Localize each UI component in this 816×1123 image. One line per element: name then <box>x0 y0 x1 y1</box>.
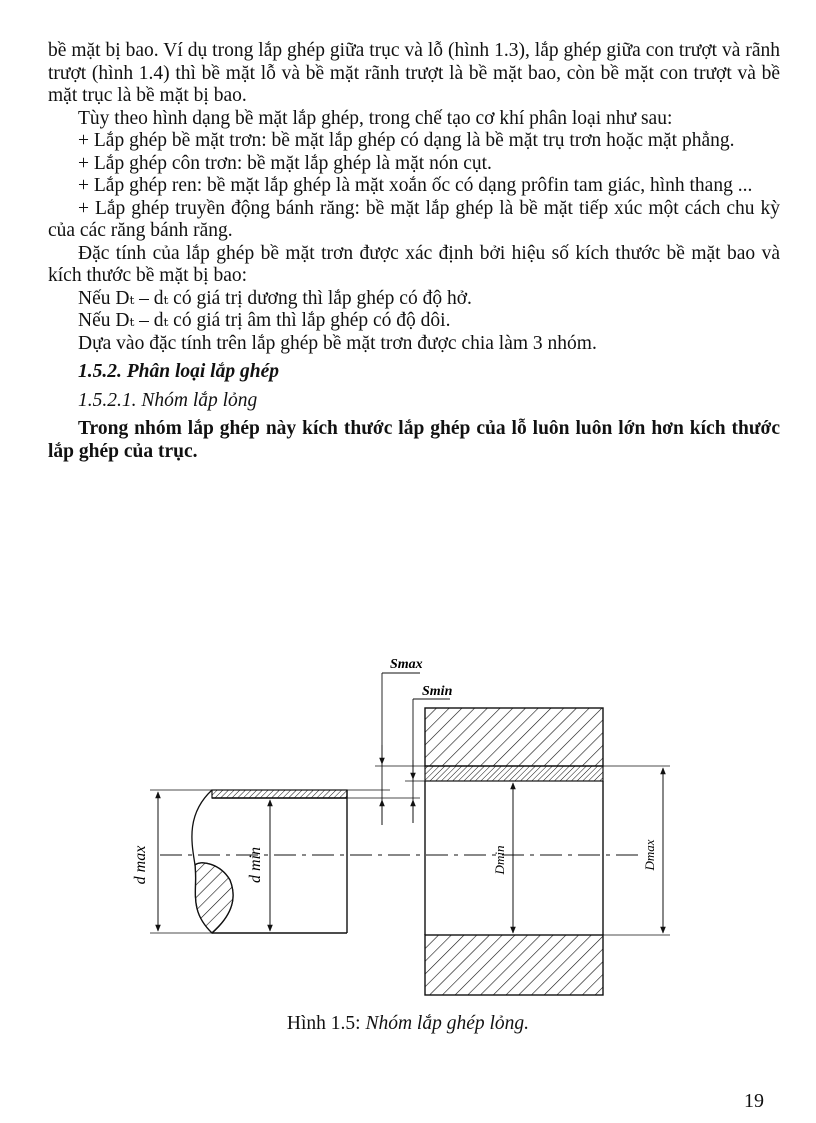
figure-caption <box>0 1013 816 1035</box>
paragraph-6: + Lắp ghép truyền động bánh răng: bề mặt lắp ghép là bề mặt tiếp xúc một cách chu kỳ của các răng bánh răng. <box>48 197 780 241</box>
paragraph-9: Nếu Dₜ – dₜ có giá trị âm thì lắp ghép có độ dôi. <box>78 310 451 331</box>
section-heading: 1.5.2. Phân loại lắp ghép <box>78 361 279 382</box>
Dmax-label: Dmax <box>642 839 657 871</box>
body-text <box>48 40 780 463</box>
smax-label: Smax <box>390 657 423 672</box>
dmax-label: d max <box>132 845 149 885</box>
Dmin-label: Dmin <box>492 845 507 875</box>
smin-label: Smin <box>422 684 453 699</box>
paragraph-3: + Lắp ghép bề mặt trơn: bề mặt lắp ghép có dạng là bề mặt trụ trơn hoặc mặt phẳng. <box>78 130 735 151</box>
figure-1-5 <box>120 655 700 1000</box>
caption-prefix: Hình 1.5: <box>286 1013 366 1034</box>
subsection-heading: 1.5.2.1. Nhóm lắp lỏng <box>78 389 258 411</box>
hole <box>425 708 603 995</box>
paragraph-2: Tùy theo hình dạng bề mặt lắp ghép, trong chế tạo cơ khí phân loại như sau: <box>78 107 673 129</box>
clearance-fit-diagram <box>120 655 700 1000</box>
subsection-text: Trong nhóm lắp ghép này kích thước lắp ghép của lỗ luôn luôn lớn hơn kích thước lắp ghép của trục. <box>48 418 780 462</box>
paragraph-5: + Lắp ghép ren: bề mặt lắp ghép là mặt xoắn ốc có dạng prôfin tam giác, hình thang ... <box>78 175 753 196</box>
paragraph-7: Đặc tính của lắp ghép bề mặt trơn được xác định bởi hiệu số kích thước bề mặt bao và kích thước bề mặt bị bao: <box>48 242 780 286</box>
dmin-label: d min <box>247 847 264 883</box>
caption-title: Nhóm lắp ghép lỏng. <box>365 1013 530 1034</box>
page-number: 19 <box>744 1090 764 1112</box>
shaft <box>192 790 347 933</box>
paragraph-4: + Lắp ghép côn trơn: bề mặt lắp ghép là mặt nón cụt. <box>78 152 492 174</box>
paragraph-8: Nếu Dₜ – dₜ có giá trị dương thì lắp ghép có độ hở. <box>78 287 472 309</box>
paragraph-1: bề mặt bị bao. Ví dụ trong lắp ghép giữa trục và lỗ (hình 1.3), lắp ghép giữa con trượt và rãnh trượt (hình 1.4) thì bề mặt lỗ và bề mặt rãnh trượt là bề mặt bao, còn bề mặt con trượt và bề mặt trục là bề mặt bị bao. <box>48 40 780 106</box>
paragraph-10: Dựa vào đặc tính trên lắp ghép bề mặt trơn được chia làm 3 nhóm. <box>78 332 597 354</box>
